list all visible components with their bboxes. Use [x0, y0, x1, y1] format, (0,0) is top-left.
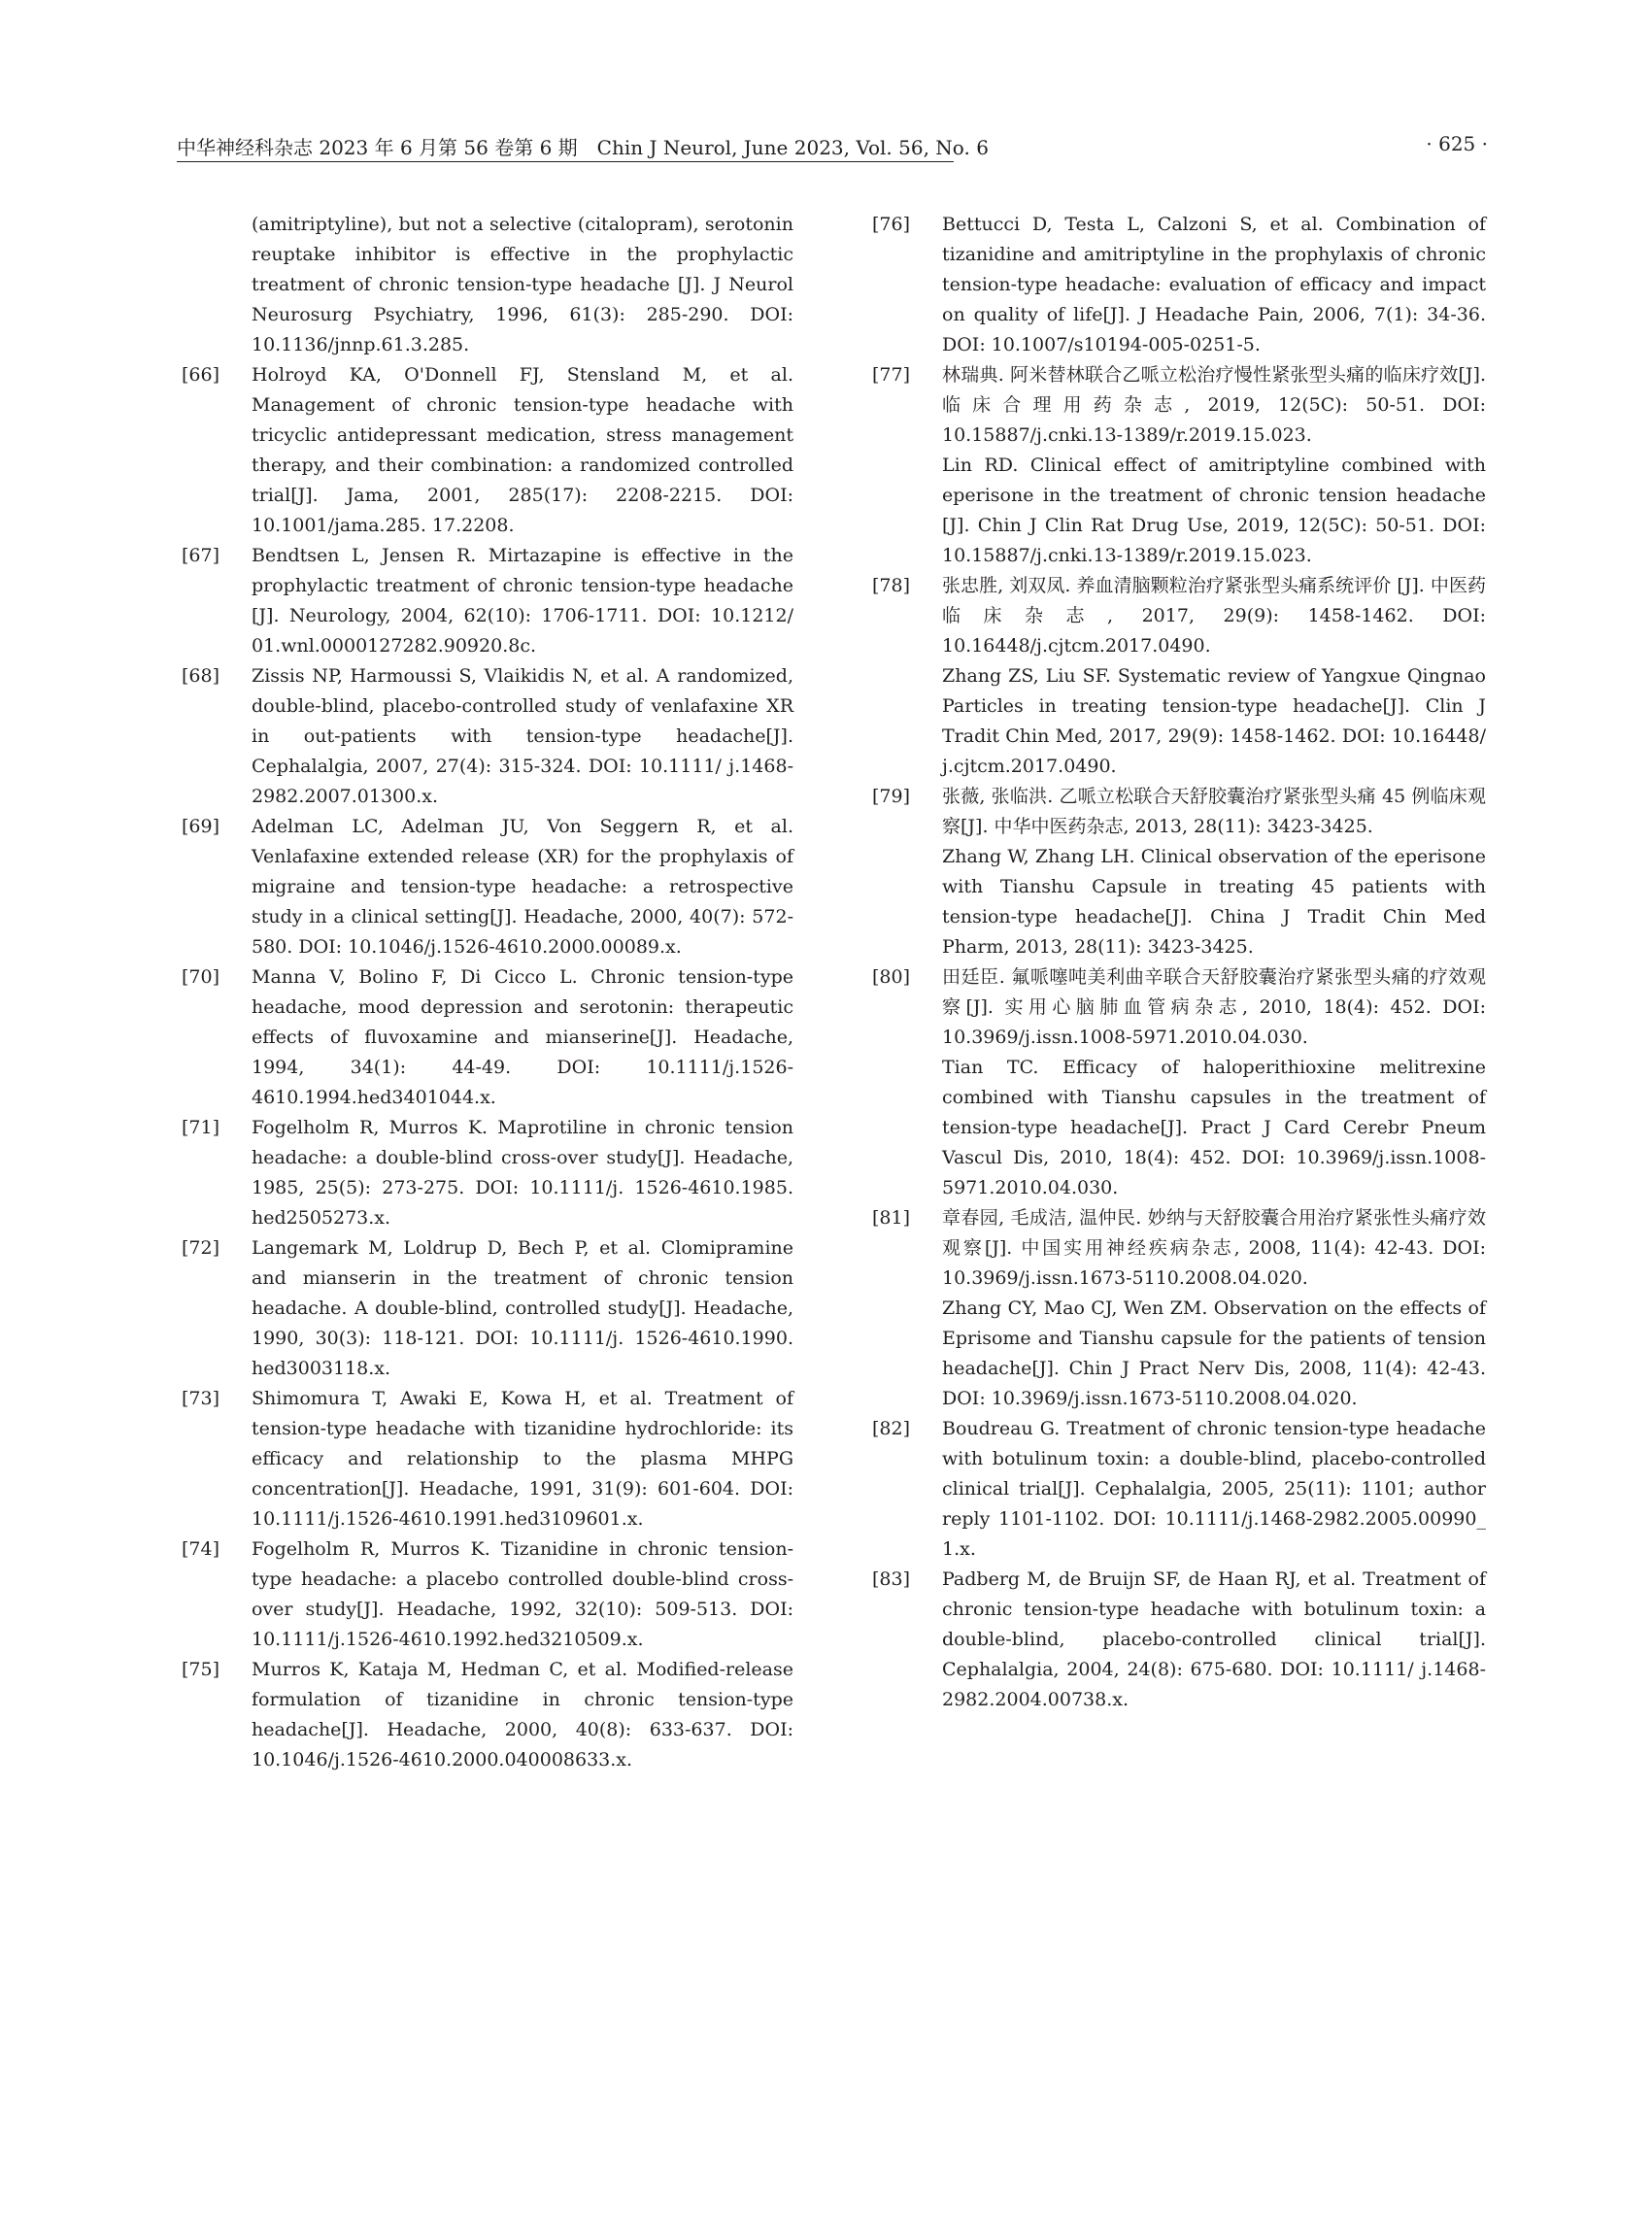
reference-text: Holroyd KA, O'Donnell FJ, Stensland M, et al. Management of chronic tension-type headache with tricyclic antidepressant medication, stress management therapy, and their combination: a randomized controlled trial[J]. Jama, 2001, 285(17): 2208-2215. DOI: 10.1001/jama.285. 17.2208. [252, 364, 793, 536]
reference-entry [182, 962, 793, 1113]
reference-text: Zissis NP, Harmoussi S, Vlaikidis N, et al. A randomized, double-blind, placebo-controlled study of venlafaxine XR in out-patients with tension-type headache[J]. Cephalalgia, 2007, 27(4): 315-324. DOI: 10.1111/ j.1468-2982.2007.01300.x. [252, 665, 793, 807]
reference-number: [69] [182, 816, 220, 837]
reference-entry [872, 1203, 1486, 1414]
reference-entry [182, 360, 793, 541]
reference-number: [81] [872, 1207, 911, 1229]
reference-entry [872, 1414, 1486, 1565]
reference-text: Zhang CY, Mao CJ, Wen ZM. Observation on the effects of Eprisome and Tianshu capsule for the patients of tension headache[J]. Chin J Pract Nerv Dis, 2008, 11(4): 42-43. DOI: 10.3969/j.issn.1673-5110.2008.04.020. [942, 1298, 1486, 1409]
reference-number: [80] [872, 966, 911, 988]
reference-text: Shimomura T, Awaki E, Kowa H, et al. Treatment of tension-type headache with tizanidine hydrochloride: its efficacy and relationship to the plasma MHPG concentration[J]. Headache, 1991, 31(9): 601-604. DOI: 10.1111/j.1526-4610.1991.hed3109601.x. [252, 1388, 793, 1530]
reference-column-left [182, 210, 793, 1775]
reference-body [252, 1113, 793, 1233]
reference-body [252, 1534, 793, 1655]
reference-entry [182, 1113, 793, 1233]
reference-body [942, 1414, 1486, 1565]
running-header [177, 132, 1488, 163]
reference-number: [75] [182, 1659, 220, 1680]
reference-column-right [872, 210, 1486, 1715]
reference-number: [83] [872, 1568, 911, 1590]
reference-body [252, 962, 793, 1113]
reference-body [942, 962, 1486, 1203]
reference-body [252, 1233, 793, 1384]
reference-entry [872, 1565, 1486, 1715]
reference-entry [872, 962, 1486, 1203]
reference-text: 张忠胜, 刘双凤. 养血清脑颗粒治疗紧张型头痛系统评价 [J]. 中医药临床杂志, 2017, 29(9): 1458-1462. DOI: 10.16448/j.cjtcm.2017.0490. [942, 575, 1486, 657]
reference-entry [182, 1534, 793, 1655]
reference-text: Langemark M, Loldrup D, Bech P, et al. Clomipramine and mianserin in the treatment of chronic tension headache. A double-blind, controlled study[J]. Headache, 1990, 30(3): 118-121. DOI: 10.1111/j. 1526-4610.1990. hed3003118.x. [252, 1237, 793, 1379]
reference-body [942, 360, 1486, 571]
reference-body [942, 1565, 1486, 1715]
reference-number: [77] [872, 364, 911, 386]
reference-body [942, 782, 1486, 962]
page-number: · 625 · [1426, 132, 1488, 155]
reference-text: 林瑞典. 阿米替林联合乙哌立松治疗慢性紧张型头痛的临床疗效[J]. 临床合理用药杂志, 2019, 12(5C): 50-51. DOI: 10.15887/j.cnki.13-1389/r.2019.15.023. [942, 364, 1486, 446]
reference-number: [73] [182, 1388, 220, 1409]
reference-text: 章春园, 毛成洁, 温仲民. 妙纳与天舒胶囊合用治疗紧张性头痛疗效观察[J]. 中国实用神经疾病杂志, 2008, 11(4): 42-43. DOI: 10.3969/j.issn.1673-5110.2008.04.020. [942, 1207, 1486, 1289]
reference-body [252, 812, 793, 962]
reference-body [252, 360, 793, 541]
reference-entry [872, 571, 1486, 782]
reference-text: Manna V, Bolino F, Di Cicco L. Chronic tension-type headache, mood depression and serotonin: therapeutic effects of fluvoxamine and mianserine[J]. Headache, 1994, 34(1): 44-49. DOI: 10.1111/j.1526-4610.1994.hed3401044.x. [252, 966, 793, 1108]
header-rule [177, 161, 954, 162]
reference-text: Murros K, Kataja M, Hedman C, et al. Modified-release formulation of tizanidine in chronic tension-type headache[J]. Headache, 2000, 40(8): 633-637. DOI: 10.1046/j.1526-4610.2000.040008633.x. [252, 1659, 793, 1770]
reference-text: Fogelholm R, Murros K. Maprotiline in chronic tension headache: a double-blind cross-over study[J]. Headache, 1985, 25(5): 273-275. DOI: 10.1111/j. 1526-4610.1985. hed2505273.x. [252, 1117, 793, 1229]
reference-body [252, 661, 793, 812]
reference-body [942, 210, 1486, 360]
reference-entry [182, 661, 793, 812]
reference-number: [70] [182, 966, 220, 988]
reference-number: [72] [182, 1237, 220, 1259]
reference-text: (amitriptyline), but not a selective (citalopram), serotonin reuptake inhibitor is effective in the prophylactic treatment of chronic tension-type headache [J]. J Neurol Neurosurg Psychiatry, 1996, 61(3): 285-290. DOI: 10.1136/jnnp.61.3.285. [252, 214, 793, 355]
reference-body [942, 1203, 1486, 1414]
reference-body [252, 1655, 793, 1775]
reference-text: Bendtsen L, Jensen R. Mirtazapine is effective in the prophylactic treatment of chronic tension-type headache [J]. Neurology, 2004, 62(10): 1706-1711. DOI: 10.1212/ 01.wnl.0000127282.90920.8c. [252, 545, 793, 657]
reference-number: [67] [182, 545, 220, 566]
reference-text: Bettucci D, Testa L, Calzoni S, et al. Combination of tizanidine and amitriptyline in the prophylaxis of chronic tension-type headache: evaluation of efficacy and impact on quality of life[J]. J Headache Pain, 2006, 7(1): 34-36. DOI: 10.1007/s10194-005-0251-5. [942, 214, 1486, 355]
reference-entry [182, 210, 793, 360]
reference-text: Zhang ZS, Liu SF. Systematic review of Yangxue Qingnao Particles in treating tension-type headache[J]. Clin J Tradit Chin Med, 2017, 29(9): 1458-1462. DOI: 10.16448/ j.cjtcm.2017.0490. [942, 665, 1486, 777]
reference-entry [182, 812, 793, 962]
reference-text: 田廷臣. 氟哌噻吨美利曲辛联合天舒胶囊治疗紧张型头痛的疗效观察[J]. 实用心脑肺血管病杂志, 2010, 18(4): 452. DOI: 10.3969/j.issn.1008-5971.2010.04.030. [942, 966, 1486, 1048]
journal-citation-header: 中华神经科杂志 2023 年 6 月第 56 卷第 6 期 Chin J Neurol, June 2023, Vol. 56, No. 6 [177, 136, 989, 159]
reference-text: Padberg M, de Bruijn SF, de Haan RJ, et al. Treatment of chronic tension-type headache with botulinum toxin: a double-blind, placebo-controlled clinical trial[J]. Cephalalgia, 2004, 24(8): 675-680. DOI: 10.1111/ j.1468-2982.2004.00738.x. [942, 1568, 1486, 1710]
reference-entry [872, 210, 1486, 360]
reference-entry [872, 360, 1486, 571]
reference-number: [76] [872, 214, 911, 235]
reference-number: [78] [872, 575, 911, 596]
reference-text: Adelman LC, Adelman JU, Von Seggern R, et al. Venlafaxine extended release (XR) for the prophylaxis of migraine and tension-type headache: a retrospective study in a clinical setting[J]. Headache, 2000, 40(7): 572-580. DOI: 10.1046/j.1526-4610.2000.00089.x. [252, 816, 793, 958]
reference-text: Lin RD. Clinical effect of amitriptyline combined with eperisone in the treatment of chronic tension headache [J]. Chin J Clin Rat Drug Use, 2019, 12(5C): 50-51. DOI: 10.15887/j.cnki.13-1389/r.2019.15.023. [942, 455, 1486, 566]
reference-entry [182, 1655, 793, 1775]
reference-entry [182, 1384, 793, 1534]
reference-number [182, 210, 252, 360]
reference-entry [182, 1233, 793, 1384]
reference-entry [182, 541, 793, 661]
reference-body [942, 571, 1486, 782]
reference-number: [66] [182, 364, 220, 386]
reference-text: Boudreau G. Treatment of chronic tension-type headache with botulinum toxin: a double-blind, placebo-controlled clinical trial[J]. Cephalalgia, 2005, 25(11): 1101; author reply 1101-1102. DOI: 10.1111/j.1468-2982.2005.00990_ 1.x. [942, 1418, 1486, 1560]
reference-number: [74] [182, 1538, 220, 1560]
reference-entry [872, 782, 1486, 962]
reference-text: 张薇, 张临洪. 乙哌立松联合天舒胶囊治疗紧张型头痛 45 例临床观察[J]. 中华中医药杂志, 2013, 28(11): 3423-3425. [942, 786, 1486, 837]
reference-text: Fogelholm R, Murros K. Tizanidine in chronic tension-type headache: a placebo controlled double-blind cross-over study[J]. Headache, 1992, 32(10): 509-513. DOI: 10.1111/j.1526-4610.1992.hed3210509.x. [252, 1538, 793, 1650]
reference-body [252, 210, 793, 360]
reference-number: [71] [182, 1117, 220, 1138]
reference-number: [68] [182, 665, 220, 687]
reference-body [252, 1384, 793, 1534]
reference-number: [79] [872, 786, 911, 807]
reference-text: Zhang W, Zhang LH. Clinical observation of the eperisone with Tianshu Capsule in treating 45 patients with tension-type headache[J]. China J Tradit Chin Med Pharm, 2013, 28(11): 3423-3425. [942, 846, 1486, 958]
reference-body [252, 541, 793, 661]
reference-text: Tian TC. Efficacy of haloperithioxine melitrexine combined with Tianshu capsules in the treatment of tension-type headache[J]. Pract J Card Cerebr Pneum Vascul Dis, 2010, 18(4): 452. DOI: 10.3969/j.issn.1008-5971.2010.04.030. [942, 1057, 1486, 1198]
reference-number: [82] [872, 1418, 911, 1439]
